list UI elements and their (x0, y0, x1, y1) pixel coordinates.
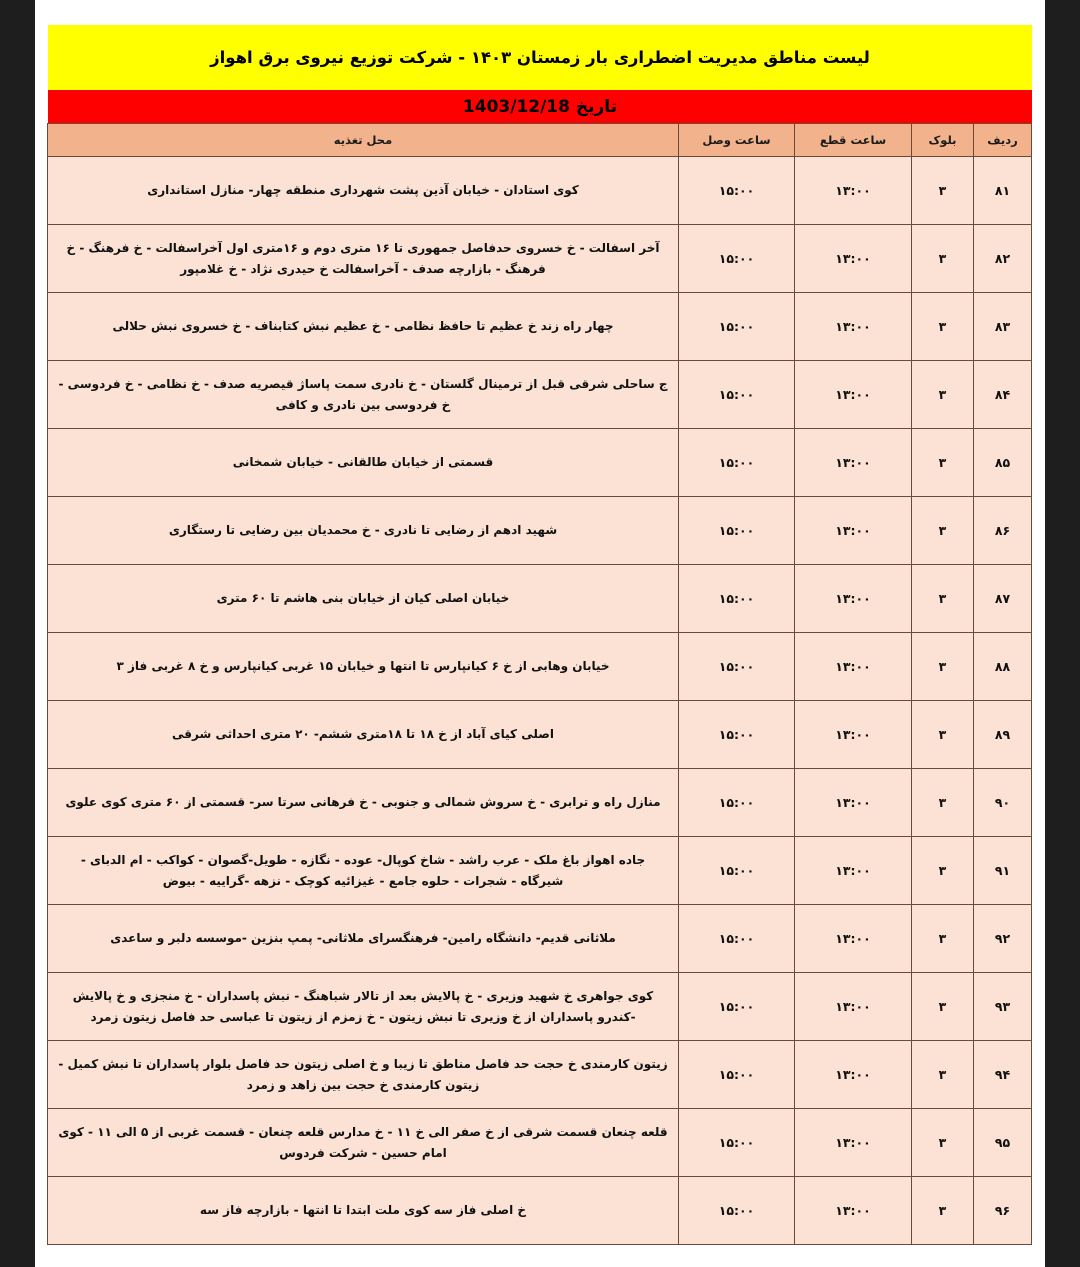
cell-restore: ۱۵:۰۰ (679, 293, 795, 361)
table-row (48, 429, 1032, 497)
cell-radif: ۹۴ (974, 1041, 1032, 1109)
cell-radif: ۸۸ (974, 633, 1032, 701)
cell-radif: ۹۶ (974, 1177, 1032, 1245)
cell-block: ۳ (912, 769, 974, 837)
cell-cut: ۱۳:۰۰ (795, 157, 912, 225)
cell-restore: ۱۵:۰۰ (679, 633, 795, 701)
table-row (48, 361, 1032, 429)
outage-document (48, 25, 1032, 1245)
cell-block: ۳ (912, 361, 974, 429)
cell-block: ۳ (912, 225, 974, 293)
cell-location: آخر اسفالت - خ خسروی حدفاصل جمهوری تا ۱۶ متری دوم و ۱۶متری اول آخراسفالت - خ فرهنگ - خ فرهنگ - بازارچه صدف - آخراسفالت خ حیدری نژاد - خ غلامپور (48, 225, 679, 293)
cell-cut: ۱۳:۰۰ (795, 769, 912, 837)
cell-radif: ۸۲ (974, 225, 1032, 293)
cell-cut: ۱۳:۰۰ (795, 293, 912, 361)
cell-block: ۳ (912, 701, 974, 769)
cell-restore: ۱۵:۰۰ (679, 973, 795, 1041)
cell-restore: ۱۵:۰۰ (679, 497, 795, 565)
table-row (48, 565, 1032, 633)
cell-block: ۳ (912, 633, 974, 701)
page-title: لیست مناطق مدیریت اضطراری بار زمستان ۱۴۰۳ - شرکت توزیع نیروی برق اهواز (210, 47, 870, 67)
cell-cut: ۱۳:۰۰ (795, 973, 912, 1041)
cell-location: ملاثانی قدیم- دانشگاه رامین- فرهنگسرای ملاثانی- پمپ بنزین -موسسه دلبر و ساعدی (48, 905, 679, 973)
title-banner (48, 25, 1032, 90)
cell-radif: ۹۵ (974, 1109, 1032, 1177)
cell-location: زیتون کارمندی خ حجت حد فاصل مناطق تا زیبا و خ اصلی زیتون حد فاصل بلوار پاسداران تا نبش کمیل - زیتون کارمندی خ حجت بین زاهد و زمرد (48, 1041, 679, 1109)
cell-cut: ۱۳:۰۰ (795, 1041, 912, 1109)
cell-location: کوی استادان - خیابان آذین پشت شهرداری منطقه چهار- منازل استانداری (48, 157, 679, 225)
cell-cut: ۱۳:۰۰ (795, 837, 912, 905)
cell-radif: ۸۹ (974, 701, 1032, 769)
cell-location: شهید ادهم از رضایی تا نادری - خ محمدیان بین رضایی تا رستگاری (48, 497, 679, 565)
table-row (48, 497, 1032, 565)
cell-location: خیابان وهابی از خ ۶ کیانپارس تا انتها و خیابان ۱۵ غربی کیانپارس و خ ۸ غربی فاز ۳ (48, 633, 679, 701)
cell-restore: ۱۵:۰۰ (679, 701, 795, 769)
table-row (48, 633, 1032, 701)
table-row (48, 769, 1032, 837)
cell-cut: ۱۳:۰۰ (795, 633, 912, 701)
cell-restore: ۱۵:۰۰ (679, 1041, 795, 1109)
cell-cut: ۱۳:۰۰ (795, 701, 912, 769)
cell-block: ۳ (912, 1109, 974, 1177)
cell-cut: ۱۳:۰۰ (795, 429, 912, 497)
cell-radif: ۸۷ (974, 565, 1032, 633)
table-row (48, 905, 1032, 973)
cell-restore: ۱۵:۰۰ (679, 769, 795, 837)
table-row (48, 225, 1032, 293)
cell-restore: ۱۵:۰۰ (679, 837, 795, 905)
date-label: تاریخ 1403/12/18 (462, 96, 618, 117)
cell-block: ۳ (912, 1177, 974, 1245)
table-row (48, 1041, 1032, 1109)
cell-block: ۳ (912, 293, 974, 361)
cell-location: خ اصلی فاز سه کوی ملت ابتدا تا انتها - بازارچه فاز سه (48, 1177, 679, 1245)
cell-radif: ۸۱ (974, 157, 1032, 225)
table-row (48, 701, 1032, 769)
column-header-restore: ساعت وصل (679, 124, 795, 157)
cell-cut: ۱۳:۰۰ (795, 1177, 912, 1245)
cell-radif: ۸۳ (974, 293, 1032, 361)
table-row (48, 973, 1032, 1041)
cell-location: ج ساحلی شرقی قبل از ترمینال گلستان - خ نادری سمت پاساژ قیصریه صدف - خ نظامی - خ فردوسی - خ فردوسی بین نادری و کافی (48, 361, 679, 429)
table-header-row (48, 124, 1032, 157)
cell-location: منازل راه و ترابری - خ سروش شمالی و جنوبی - خ فرهانی سرتا سر- قسمتی از ۶۰ متری کوی علوی (48, 769, 679, 837)
cell-restore: ۱۵:۰۰ (679, 429, 795, 497)
cell-cut: ۱۳:۰۰ (795, 225, 912, 293)
table-row (48, 837, 1032, 905)
cell-radif: ۸۶ (974, 497, 1032, 565)
column-header-location: محل تغذیه (48, 124, 679, 157)
cell-cut: ۱۳:۰۰ (795, 497, 912, 565)
cell-location: قسمتی از خیابان طالقانی - خیابان شمخانی (48, 429, 679, 497)
cell-location: چهار راه زند خ عظیم تا حافظ نظامی - خ عظیم نبش کتابناف - خ خسروی نبش حلالی (48, 293, 679, 361)
cell-restore: ۱۵:۰۰ (679, 225, 795, 293)
cell-block: ۳ (912, 157, 974, 225)
column-header-radif: ردیف (974, 124, 1032, 157)
cell-cut: ۱۳:۰۰ (795, 905, 912, 973)
cell-restore: ۱۵:۰۰ (679, 1109, 795, 1177)
cell-block: ۳ (912, 497, 974, 565)
cell-restore: ۱۵:۰۰ (679, 1177, 795, 1245)
table-body (48, 157, 1032, 1245)
cell-radif: ۹۲ (974, 905, 1032, 973)
table-row (48, 293, 1032, 361)
cell-radif: ۸۴ (974, 361, 1032, 429)
cell-block: ۳ (912, 429, 974, 497)
table-row (48, 1177, 1032, 1245)
table-header (48, 124, 1032, 157)
cell-location: جاده اهواز باغ ملک - عرب راشد - شاخ کوپال- عوده - نگازه - طویل-گصوان - کواکب - ام الدبای - شیرگاه - شجرات - حلوه جامع - غیزائیه کوچک - نزهه -گراییه - بیوض (48, 837, 679, 905)
cell-block: ۳ (912, 1041, 974, 1109)
cell-radif: ۹۰ (974, 769, 1032, 837)
column-header-cut: ساعت قطع (795, 124, 912, 157)
cell-block: ۳ (912, 565, 974, 633)
cell-restore: ۱۵:۰۰ (679, 361, 795, 429)
cell-restore: ۱۵:۰۰ (679, 905, 795, 973)
cell-location: قلعه چنعان قسمت شرقی از خ صفر الی خ ۱۱ - خ مدارس قلعه چنعان - قسمت غربی از ۵ الی ۱۱ - کوی امام حسین - شرکت فردوس (48, 1109, 679, 1177)
column-header-block: بلوک (912, 124, 974, 157)
cell-location: اصلی کیای آباد از خ ۱۸ تا ۱۸متری ششم- ۲۰ متری احداثی شرقی (48, 701, 679, 769)
cell-location: کوی جواهری خ شهید وزیری - خ پالایش بعد از تالار شباهنگ - نبش پاسداران - خ منجزی و خ پالایش -کندرو پاسداران از خ وزیری تا نبش زیتون - خ زمزم از زیتون تا عباسی حد فاصل زیتون زمرد (48, 973, 679, 1041)
cell-block: ۳ (912, 837, 974, 905)
table-row (48, 157, 1032, 225)
table-row (48, 1109, 1032, 1177)
cell-location: خیابان اصلی کیان از خیابان بنی هاشم تا ۶۰ متری (48, 565, 679, 633)
cell-cut: ۱۳:۰۰ (795, 1109, 912, 1177)
cell-restore: ۱۵:۰۰ (679, 565, 795, 633)
cell-block: ۳ (912, 973, 974, 1041)
cell-restore: ۱۵:۰۰ (679, 157, 795, 225)
cell-block: ۳ (912, 905, 974, 973)
cell-radif: ۹۳ (974, 973, 1032, 1041)
document-page (35, 0, 1045, 1267)
cell-cut: ۱۳:۰۰ (795, 361, 912, 429)
cell-radif: ۸۵ (974, 429, 1032, 497)
cell-radif: ۹۱ (974, 837, 1032, 905)
cell-cut: ۱۳:۰۰ (795, 565, 912, 633)
outage-schedule-table (47, 123, 1032, 1245)
date-bar (48, 90, 1032, 123)
